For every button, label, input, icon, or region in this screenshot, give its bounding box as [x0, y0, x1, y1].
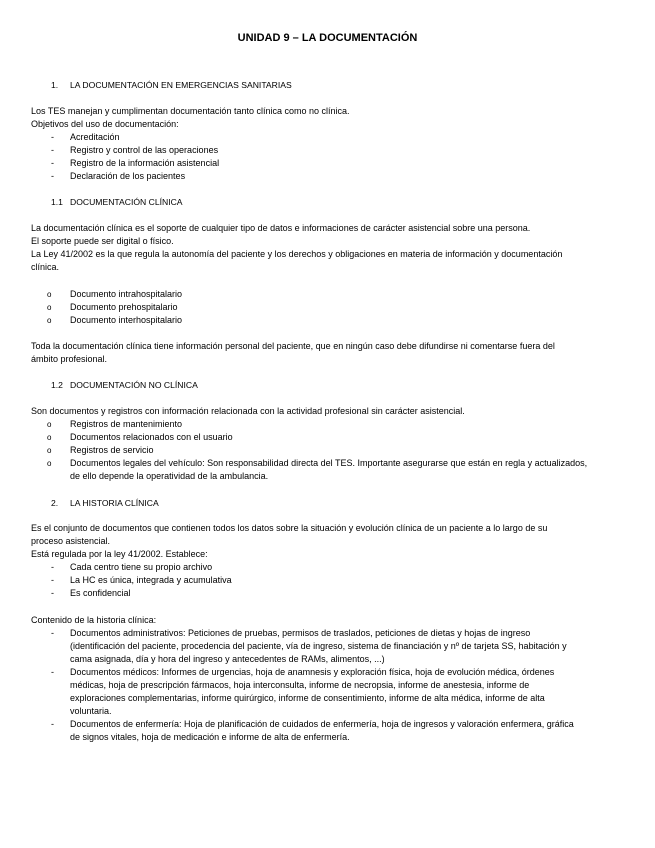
- list-item-cont: voluntaria.: [70, 706, 112, 716]
- list-item: Documentos legales del vehículo: Son responsabilidad directa del TES. Importante asegurarse que están en regla y actualizados,: [70, 458, 588, 468]
- list-item: Documento intrahospitalario: [70, 289, 183, 299]
- section-1-number: 1.: [51, 80, 59, 90]
- list-item: Documentos relacionados con el usuario: [70, 432, 233, 442]
- page-title: UNIDAD 9 – LA DOCUMENTACIÓN: [237, 32, 418, 44]
- list-item: Registros de mantenimiento: [70, 419, 183, 429]
- bullet-circle: o: [47, 420, 52, 429]
- bullet-circle: o: [47, 433, 52, 442]
- bullet-circle: o: [47, 303, 52, 312]
- bullet-circle: o: [47, 290, 52, 299]
- list-item-cont: exploraciones complementarias, informe quirúrgico, informe de consentimiento, informe de alta médica, informe de alta: [70, 693, 545, 703]
- bullet-dash: -: [51, 588, 54, 598]
- section-2-paragraph-1: Es el conjunto de documentos que contienen todos los datos sobre la situación y evolución clínica de un paciente a lo largo de su: [31, 523, 548, 533]
- list-item-cont: médicas, hoja de prescripción fármacos, hoja interconsulta, informe de necropsia, informe de anestesia, informe de: [70, 680, 530, 690]
- list-item: Documentos de enfermería: Hoja de planificación de cuidados de enfermería, hoja de ingresos y valoración enfermera, gráfica: [70, 719, 574, 729]
- bullet-dash: -: [51, 158, 54, 168]
- section-1-1-heading: DOCUMENTACIÓN CLÍNICA: [70, 197, 183, 207]
- section-1-2-heading: DOCUMENTACIÓN NO CLÍNICA: [70, 380, 198, 390]
- section-2-paragraph-1-cont: proceso asistencial.: [31, 536, 111, 546]
- list-item-cont: de ello depende la operatividad de la ambulancia.: [70, 471, 269, 481]
- bullet-dash: -: [51, 575, 54, 585]
- section-1-1-paragraph-2: El soporte puede ser digital o físico.: [31, 236, 174, 246]
- list-item: La HC es única, integrada y acumulativa: [70, 575, 232, 585]
- section-1-paragraph-1: Los TES manejan y cumplimentan documentación tanto clínica como no clínica.: [31, 106, 350, 116]
- list-item-cont: (identificación del paciente, procedencia del paciente, vía de ingreso, sistema de financiación y nº de tarjeta SS, habitación y: [70, 641, 567, 651]
- bullet-dash: -: [51, 132, 54, 142]
- list-item: Documento interhospitalario: [70, 315, 183, 325]
- list-item: Acreditación: [70, 132, 120, 142]
- bullet-dash: -: [51, 667, 54, 677]
- list-item: Es confidencial: [70, 588, 131, 598]
- section-1-2-number: 1.2: [51, 380, 63, 390]
- section-1-paragraph-2: Objetivos del uso de documentación:: [31, 119, 179, 129]
- section-1-2-paragraph-1: Son documentos y registros con información relacionada con la actividad profesional sin carácter asistencial.: [31, 406, 465, 416]
- list-item: Documentos médicos: Informes de urgencias, hoja de anamnesis y exploración física, hoja de evolución médica, órdenes: [70, 667, 555, 677]
- list-item: Declaración de los pacientes: [70, 171, 186, 181]
- section-1-1-number: 1.1: [51, 197, 63, 207]
- list-item: Registro de la información asistencial: [70, 158, 220, 168]
- list-item: Documento prehospitalario: [70, 302, 178, 312]
- list-item-cont: de signos vitales, hoja de medicación e informe de alta de enfermería.: [70, 732, 350, 742]
- list-item: Cada centro tiene su propio archivo: [70, 562, 213, 572]
- bullet-dash: -: [51, 628, 54, 638]
- bullet-dash: -: [51, 719, 54, 729]
- list-item-cont: cama asignada, día y hora del ingreso y antecedentes de RAMs, alimentos, ...): [70, 654, 385, 664]
- section-1-1-paragraph-4: Toda la documentación clínica tiene información personal del paciente, que en ningún caso debe difundirse ni comentarse fuera del: [31, 341, 555, 351]
- section-2-number: 2.: [51, 498, 59, 508]
- bullet-circle: o: [47, 316, 52, 325]
- list-item: Registro y control de las operaciones: [70, 145, 219, 155]
- section-1-1-paragraph-4-cont: ámbito profesional.: [31, 354, 108, 364]
- bullet-circle: o: [47, 459, 52, 468]
- list-item: Documentos administrativos: Peticiones de pruebas, permisos de traslados, peticiones de dietas y hojas de ingreso: [70, 628, 531, 638]
- section-2-heading: LA HISTORIA CLÍNICA: [70, 498, 159, 508]
- section-2-paragraph-2: Está regulada por la ley 41/2002. Establece:: [31, 549, 208, 559]
- bullet-dash: -: [51, 562, 54, 572]
- section-1-heading: LA DOCUMENTACIÓN EN EMERGENCIAS SANITARIAS: [70, 80, 292, 90]
- section-1-1-paragraph-3-cont: clínica.: [31, 262, 60, 272]
- section-2-contenido-label: Contenido de la historia clínica:: [31, 615, 157, 625]
- section-1-1-paragraph-3: La Ley 41/2002 es la que regula la autonomía del paciente y los derechos y obligaciones en materia de información y documentación: [31, 249, 563, 259]
- bullet-circle: o: [47, 446, 52, 455]
- list-item: Registros de servicio: [70, 445, 154, 455]
- bullet-dash: -: [51, 171, 54, 181]
- bullet-dash: -: [51, 145, 54, 155]
- section-1-1-paragraph-1: La documentación clínica es el soporte de cualquier tipo de datos e informaciones de carácter asistencial sobre una persona.: [31, 223, 531, 233]
